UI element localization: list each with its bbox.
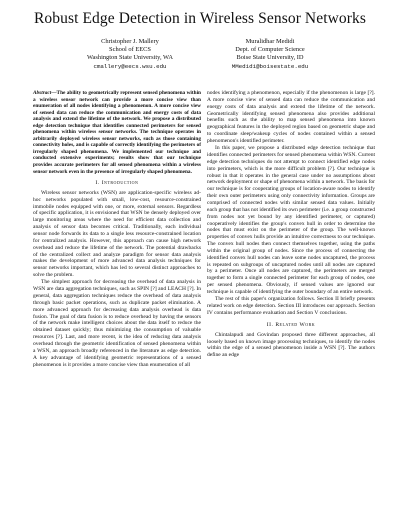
author-block [0,38,400,88]
author-email: MMedidi@boisestate.edu [231,62,309,70]
author-name: Muralidhar Medidi [245,38,295,45]
abstract-label: Abstract [33,90,52,96]
left-column [33,90,201,368]
author-1 [70,38,190,71]
body-paragraph: In this paper, we propose a distributed edge detection technique that identifies connected perimeters for sensed phenomena within WSN. Current edge detection techniques do not attempt to connect identified edge nodes into perimeters, which is the more difficult problem [?]. Our technique is robust in that it operates in the general case under no assumptions about network deployment or shape of phenomena within a network. The basis for our technique is for cooperating groups of location-aware nodes to identify their own outer perimeters using only connectivity information. Groups are comprised of connected nodes with similar sensed data values. Initially each group that has not identified its own perimeter (i.e. a group constructed from nodes not yet bound by any identified perimeter, or captured) cooperatively identifies the group's convex hull in order to determine the nodes that must exist on the perimeter of the group. The well-known properties of convex hulls provide an intuitive correctness to our technique. The convex hull nodes then connect themselves together, using the paths within the original group of nodes. Since the process of connecting the identified convex hull nodes can leave some nodes uncaptured, the process is repeated on subgroups of uncaptured nodes until all nodes are captured by a perimeter. Once all nodes are captured, the perimeters are merged together to form a single connected perimeter for each group of nodes, one per sensed phenomena. Obviously, if sensed values are ignored our technique is capable of identifying the outer boundary of an entire network. [207,145,376,295]
section-heading-introduction: I. Introduction [95,180,139,187]
author-dept: School of EECS [109,46,151,54]
body-paragraph: The simplest approach for decreasing the overhead of data analysis in WSN are data aggregation techniques, such as SPIN [?] and LEACH [?]. In general, data aggregation techniques reduce the overhead of data analysis through basic packet operations, such as duplicate packet elimination. A more advanced approach for decreasing data analysis overhead is data fusion. The goal of data fusion is to reduce overhead by having the sensors of the network make intelligent choices about the data itself to reduce the obtained dataset quickly; thus minimizing the consumption of valuable resources [?]. Last, and more recent, is the idea of reducing data analysis overhead through the geometric identification of sensed phenomena within a WSN, an approach broadly referenced in the literature as edge detection. A key advantage of identifying geometric representations of a sensed phenomenon is it provides a more concise view than enumeration of all [33,279,201,368]
paper-title: Robust Edge Detection in Wireless Sensor Networks [33,10,367,27]
body-paragraph: nodes identifying a phenomenon, especially if the phenomenon is large [?]. A more concise view of sensed data can reduce the communication and energy costs of data analysis and extend the lifetime of the network. Geometrically identifying sensed phenomena also provides additional benefits such as the ability to map sensed phenomena into known geographical features in the deployed region based on geometric shape and to coordinate sleep/wakeup cycles of nodes contained within a sensed phenomenon's identified perimeter. [207,90,375,144]
body-paragraph: The rest of this paper's organization follows. Section II briefly presents related work on edge detection. Section III introduces our approach. Section IV contains performance evaluation and Section V conclusions. [207,296,375,316]
author-name: Christopher J. Mallery [101,38,159,45]
abstract-text: —The ability to geometrically represent sensed phenomena within a wireless sensor network can provide a more concise view than enumeration of all nodes identifying a phenomenon. A more concise view of sensed data can reduce the communication and energy costs of data analysis and extend the lifetime of the network. We propose a distributed edge detection technique that identifies connected perimeters for sensed phenomena within wireless sensor networks. The technique operates in arbitrarily deployed wireless sensor networks, such as those containing connectivity holes, and is capable of correctly identifying the perimeters of irregularly shaped phenomena. We implemented our technique and conducted extensive experiments; results show that our technique provides accurate perimeters for all sensed phenomena within a wireless sensor network even in the presence of irregularly shaped phenomena. [33,90,201,175]
body-paragraph: Wireless sensor networks (WSN) are application-specific wireless ad-hoc networks populated with small, low-cost, resource-constrained immobile nodes equipped with one, or more, external sensors. Regardless of specific application, it is envisioned that WSN be densely deployed over large monitoring areas where the need for efficient data collection and analysis of sensor data becomes critical. Traditionally, each individual sensor node forwards its data to a single less resource-constrained location for centralized analysis. However, this approach can cause high network overhead and reduce the lifetime of the network. The potential drawbacks of the centralized collect and analyze paradigm for sensor data analysis makes the development of more advanced data analysis techniques for sensor networks important, which has led to several distinct approaches to solve the problem. [33,189,201,279]
author-affiliation: Boise State University, ID [236,54,304,62]
right-column [207,90,375,359]
author-affiliation: Washington State University, WA [87,54,173,62]
author-2 [210,38,330,71]
section-heading-related-work: II. Related Work [266,321,316,328]
abstract [33,90,201,175]
body-paragraph: Chintalapudi and Govindan proposed three different approaches, all loosely based on known image processing techniques, to identify the nodes within the edge of a sensed phenomenon inside a WSN [?]. The authors define an edge [207,331,375,359]
author-email: cmallery@eecs.wsu.edu [93,62,167,70]
author-dept: Dept. of Computer Science [235,46,305,54]
